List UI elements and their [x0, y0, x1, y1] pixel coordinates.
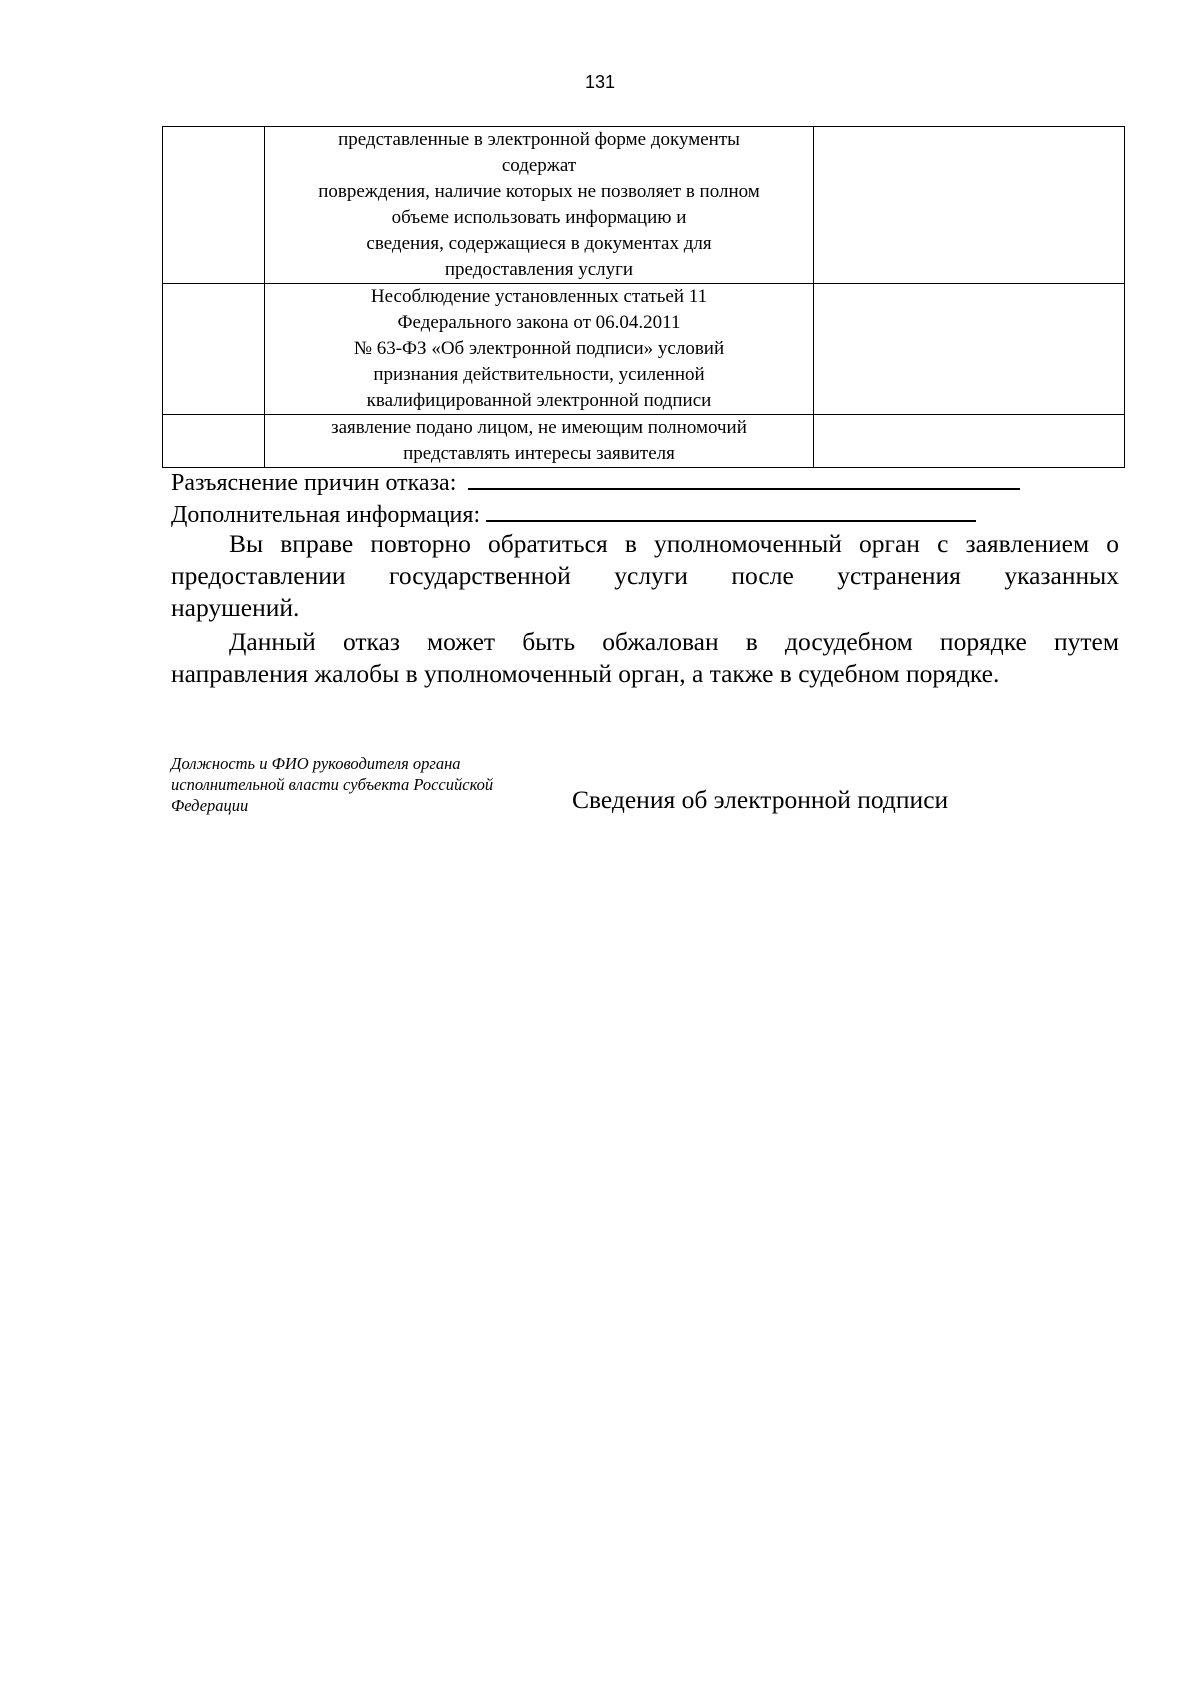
additional-info-field: [171, 498, 976, 530]
table-row: [163, 127, 1125, 284]
table-cell-explanation: [814, 284, 1125, 415]
table-cell-ground: [265, 127, 814, 284]
cell-text-line: предоставления услуги: [444, 259, 634, 280]
reapply-paragraph: [171, 528, 1119, 624]
signer-position-caption: [171, 753, 551, 816]
additional-info-label: Дополнительная информация:: [171, 502, 481, 528]
table-row: [163, 415, 1125, 468]
table-cell-number: [163, 415, 265, 468]
table-row: [163, 284, 1125, 415]
refusal-reasons-field: [171, 466, 1020, 498]
cell-text-line: Федерального закона от 06.04.2011: [397, 312, 681, 333]
page-number: 131: [584, 72, 616, 92]
cell-text-line: квалифицированной электронной подписи: [366, 390, 712, 411]
cell-text-line: № 63-ФЗ «Об электронной подписи» условий: [353, 338, 725, 359]
signer-caption-line: исполнительной власти субъекта Российской: [171, 775, 494, 794]
table-cell-number: [163, 284, 265, 415]
additional-info-blank-line: [486, 498, 976, 522]
refusal-reasons-blank-line: [468, 466, 1020, 490]
cell-text-line: признания действительности, усиленной: [373, 364, 705, 385]
paragraph-line: направления жалобы в уполномоченный орган, а также в судебном порядке.: [171, 659, 1000, 688]
cell-text-line: представлять интересы заявителя: [403, 443, 675, 464]
paragraph-line: Данный отказ может быть обжалован в досудебном порядке путем: [229, 627, 1119, 656]
signer-caption-line: Должность и ФИО руководителя органа: [171, 754, 461, 773]
paragraph-line: предоставлении государственной услуги после устранения указанных: [171, 561, 1119, 590]
electronic-signature-info: Сведения об электронной подписи: [572, 785, 949, 814]
cell-text-line: содержат: [501, 155, 577, 176]
table-cell-explanation: [814, 415, 1125, 468]
paragraph-line: нарушений.: [171, 593, 300, 622]
cell-text-line: заявление подано лицом, не имеющим полномочий: [331, 417, 747, 438]
cell-text-line: сведения, содержащиеся в документах для: [366, 233, 712, 254]
cell-text-line: объеме использовать информацию и: [391, 207, 687, 228]
refusal-reasons-label: Разъяснение причин отказа:: [171, 470, 457, 496]
table-cell-ground: [265, 415, 814, 468]
table-cell-explanation: [814, 127, 1125, 284]
cell-text-line: Несоблюдение установленных статьей 11: [370, 286, 708, 307]
paragraph-line: Вы вправе повторно обратиться в уполномоченный орган с заявлением о: [229, 529, 1119, 558]
refusal-grounds-table: [162, 126, 1125, 468]
appeal-paragraph: [171, 626, 1119, 690]
table-cell-number: [163, 127, 265, 284]
cell-text-line: представленные в электронной форме документы: [338, 129, 740, 150]
cell-text-line: повреждения, наличие которых не позволяет в полном: [318, 181, 760, 202]
table-cell-ground: [265, 284, 814, 415]
signer-caption-line: Федерации: [171, 796, 249, 815]
